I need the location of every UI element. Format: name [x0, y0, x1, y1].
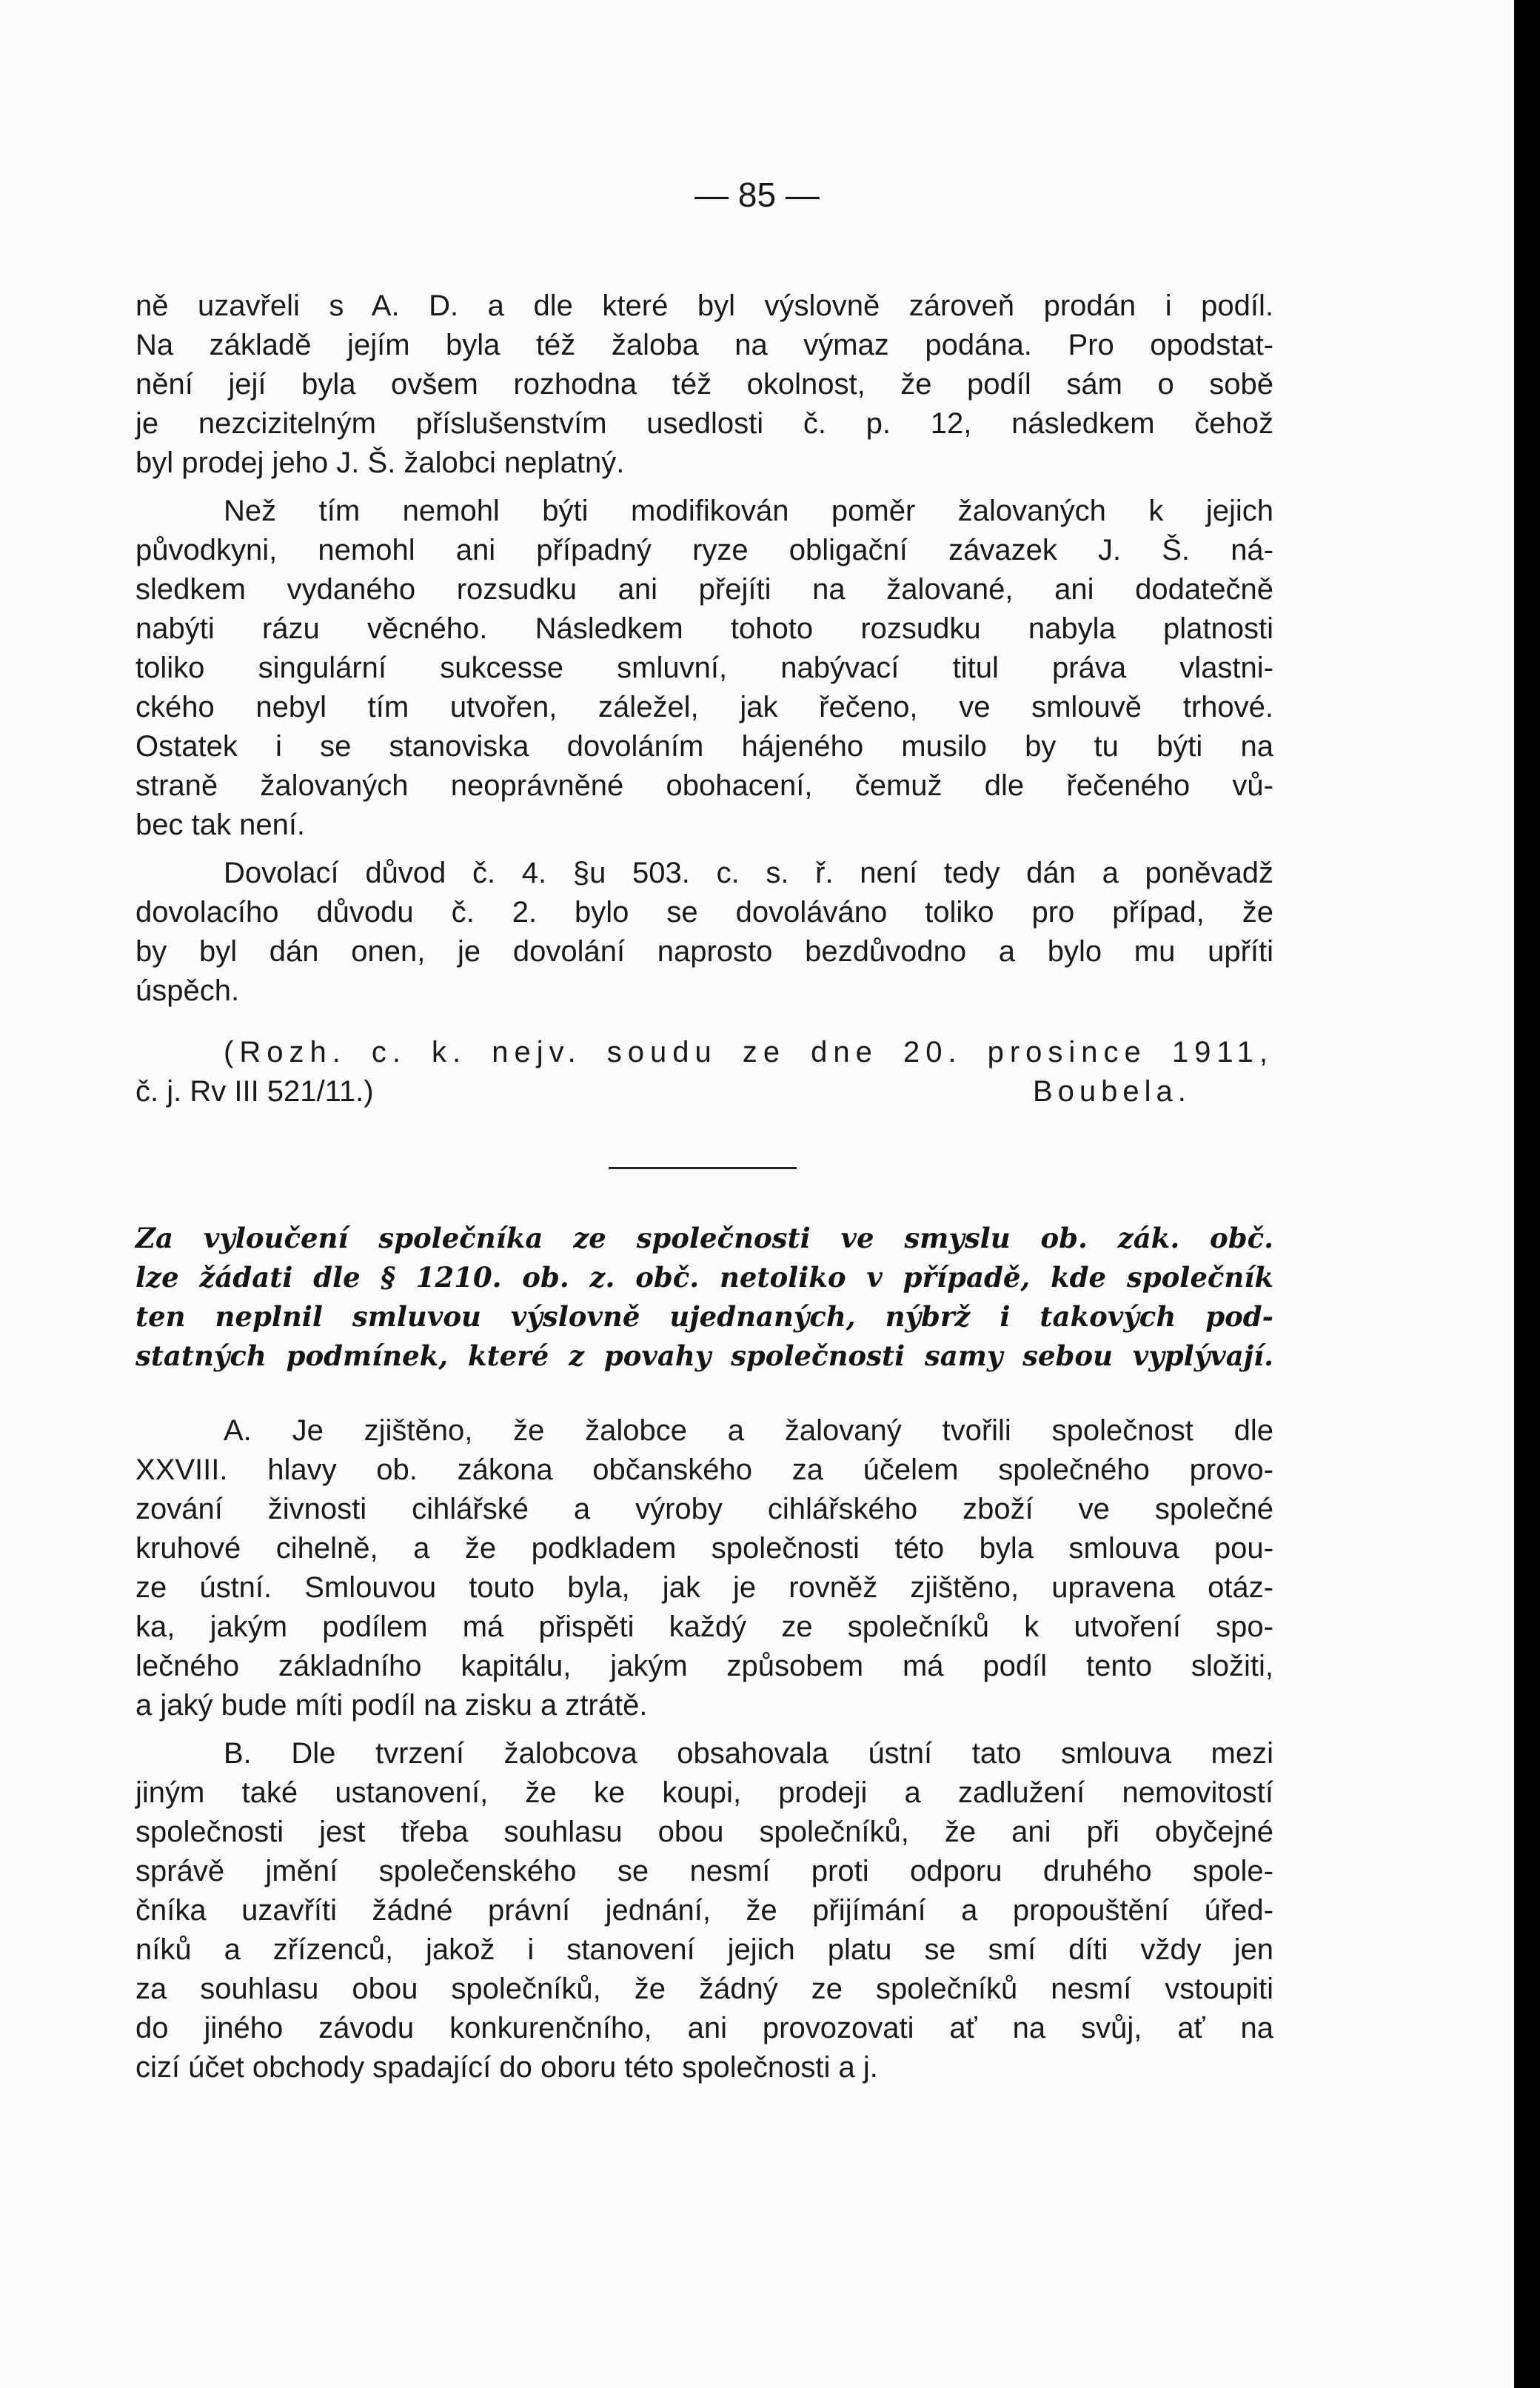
body-line: ze ústní. Smlouvou touto byla, jak je rovněž zjištěno, upravena otáz- — [135, 1571, 1273, 1604]
body-line: Ostatek i se stanoviska dovoláním hájeného musilo by tu býti na — [135, 730, 1273, 763]
body-line: nění její byla ovšem rozhodna též okolnost, že podíl sám o sobě — [135, 368, 1273, 401]
body-line: původkyni, nemohl ani případný ryze obligační závazek J. Š. ná- — [135, 534, 1273, 566]
headnote-line: ten neplnil smluvou výslovně ujednaných, nýbrž i takových pod- — [135, 1300, 1273, 1333]
body-line: Dovolací důvod č. 4. §u 503. c. s. ř. není tedy dán a poněvadž — [224, 857, 1273, 889]
headnote-line: Za vyloučení společníka ze společnosti ve smyslu ob. zák. obč. — [135, 1222, 1273, 1254]
judge-signature: Boubela. — [1033, 1075, 1191, 1108]
section-divider — [609, 1167, 797, 1169]
body-line: A. Je zjištěno, že žalobce a žalovaný tvořili společnost dle — [224, 1414, 1273, 1447]
body-line: správě jmění společenského se nesmí proti odporu druhého spole- — [135, 1855, 1273, 1887]
body-line: zování živnosti cihlářské a výroby cihlářského zboží ve společné — [135, 1493, 1273, 1525]
body-line: ckého nebyl tím utvořen, záležel, jak řečeno, ve smlouvě trhové. — [135, 691, 1273, 723]
body-line: ně uzavřeli s A. D. a dle které byl výslovně zároveň prodán i podíl. — [135, 290, 1273, 322]
body-line: XXVIII. hlavy ob. zákona občanského za účelem společného provo- — [135, 1454, 1273, 1486]
body-line: kruhové cihelně, a že podkladem společnosti této byla smlouva pou- — [135, 1532, 1273, 1565]
body-line: čníka uzavříti žádné právní jednání, že přijímání a propouštění úřed- — [135, 1894, 1273, 1927]
body-line: do jiného závodu konkurenčního, ani provozovati ať na svůj, ať na — [135, 2012, 1273, 2044]
body-line: straně žalovaných neoprávněné obohacení, čemuž dle řečeného vů- — [135, 769, 1273, 802]
citation-line: (Rozh. c. k. nejv. soudu ze dne 20. prosince 1911, — [224, 1036, 1273, 1068]
body-line: Než tím nemohl býti modifikován poměr žalovaných k jejich — [224, 495, 1273, 527]
body-line: nabýti rázu věcného. Následkem tohoto rozsudku nabyla platnosti — [135, 612, 1273, 645]
body-line: dovolacího důvodu č. 2. bylo se dovoláváno toliko pro případ, že — [135, 896, 1273, 929]
body-line: cizí účet obchody spadající do oboru této společnosti a j. — [135, 2051, 878, 2084]
body-line: Na základě jejím byla též žaloba na výmaz podána. Pro opodstat- — [135, 329, 1273, 361]
body-line: za souhlasu obou společníků, že žádný ze společníků nesmí vstoupiti — [135, 1973, 1273, 2005]
body-line: sledkem vydaného rozsudku ani přejíti na žalované, ani dodatečně — [135, 573, 1273, 606]
body-line: a jaký bude míti podíl na zisku a ztrátě. — [135, 1689, 648, 1722]
body-line: je nezcizitelným příslušenstvím usedlosti č. p. 12, následkem čehož — [135, 407, 1273, 440]
citation-reference: č. j. Rv III 521/11.) — [135, 1075, 374, 1108]
body-line: jiným také ustanovení, že ke koupi, prodeji a zadlužení nemovitostí — [135, 1776, 1273, 1809]
body-line: by byl dán onen, je dovolání naprosto bezdůvodno a bylo mu upříti — [135, 935, 1273, 968]
body-line: níků a zřízenců, jakož i stanovení jejich platu se smí díti vždy jen — [135, 1933, 1273, 1966]
body-line: byl prodej jeho J. Š. žalobci neplatný. — [135, 447, 625, 479]
headnote-line: statných podmínek, které z povahy společnosti samy sebou vyplývají. — [135, 1340, 1273, 1372]
body-line: ka, jakým podílem má přispěti každý ze společníků k utvoření spo- — [135, 1611, 1273, 1643]
body-line: společnosti jest třeba souhlasu obou společníků, že ani při obyčejné — [135, 1816, 1273, 1848]
headnote-line: lze žádati dle § 1210. ob. z. obč. netoliko v případě, kde společník — [135, 1261, 1273, 1294]
body-line: lečného základního kapitálu, jakým způsobem má podíl tento složiti, — [135, 1650, 1273, 1682]
body-line: B. Dle tvrzení žalobcova obsahovala ústní tato smlouva mezi — [224, 1737, 1273, 1770]
body-line: úspěch. — [135, 974, 240, 1007]
body-line: bec tak není. — [135, 809, 306, 841]
page-number: — 85 — — [694, 175, 820, 214]
body-line: toliko singulární sukcesse smluvní, nabývací titul práva vlastni- — [135, 652, 1273, 684]
